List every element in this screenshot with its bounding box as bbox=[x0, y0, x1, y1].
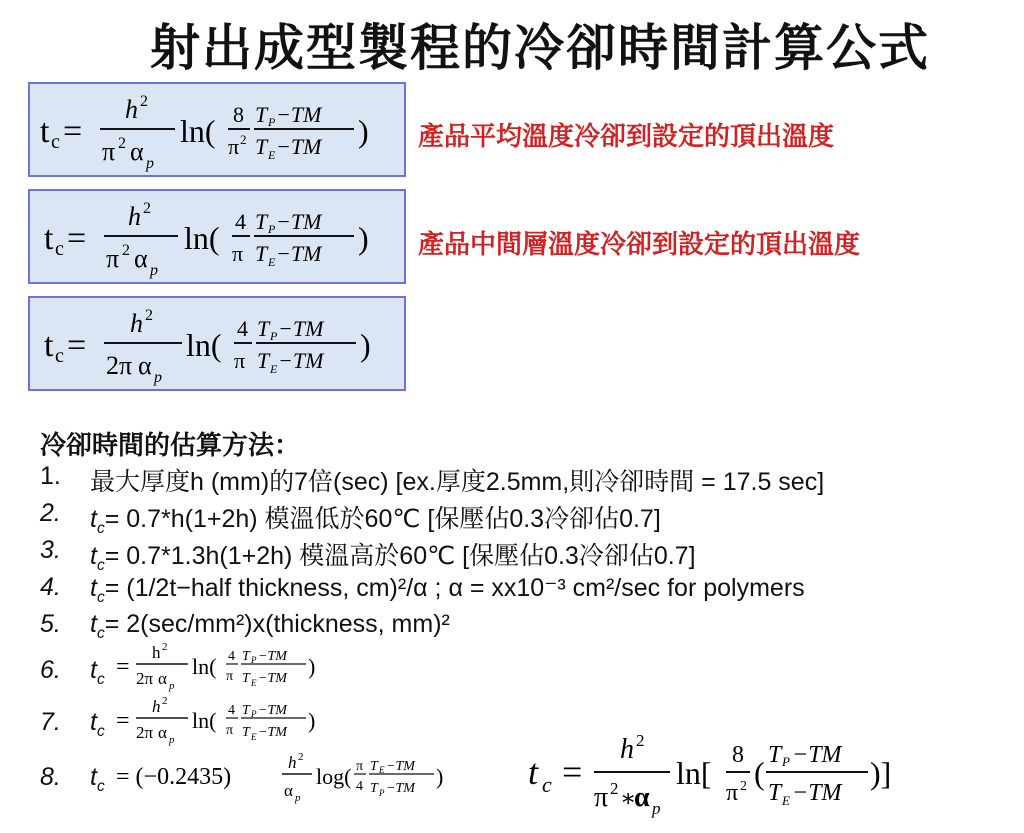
svg-text:−TM: −TM bbox=[278, 348, 324, 373]
svg-text:π: π bbox=[226, 669, 234, 684]
svg-text:E: E bbox=[379, 765, 385, 775]
svg-text:): ) bbox=[360, 327, 371, 363]
svg-text:)]: )] bbox=[870, 755, 892, 791]
method-number: 7. bbox=[40, 708, 61, 736]
svg-text:−TM: −TM bbox=[386, 781, 415, 796]
svg-text:=: = bbox=[116, 708, 130, 734]
svg-text:−TM: −TM bbox=[792, 742, 842, 768]
method-number: 6. bbox=[40, 656, 61, 684]
svg-text:t: t bbox=[528, 752, 539, 792]
formula-note-average: 產品平均溫度冷卻到設定的頂出溫度 bbox=[418, 122, 835, 152]
svg-text:4: 4 bbox=[228, 649, 235, 664]
method-7-formula bbox=[116, 694, 366, 752]
svg-text:E: E bbox=[251, 678, 257, 688]
method-number: 1. bbox=[40, 462, 61, 490]
svg-text:−TM: −TM bbox=[276, 209, 322, 234]
svg-text:ln(: ln( bbox=[180, 113, 216, 149]
svg-text:T: T bbox=[257, 316, 270, 341]
method-text: = (1/2t−half thickness, cm)²/α ; α = xx10⁻³ cm²/sec for polymers bbox=[104, 574, 805, 602]
svg-text:=: = bbox=[67, 327, 87, 364]
svg-text:−TM: −TM bbox=[386, 759, 415, 774]
svg-text:T: T bbox=[242, 671, 250, 686]
svg-text:π: π bbox=[228, 134, 240, 159]
svg-text:): ) bbox=[358, 113, 369, 149]
svg-text:π: π bbox=[102, 137, 116, 166]
method-8-formula bbox=[116, 748, 486, 810]
cooling-formula-center bbox=[30, 191, 404, 282]
svg-text:h: h bbox=[128, 202, 141, 231]
svg-text:ln(: ln( bbox=[192, 708, 217, 733]
svg-text:−TM: −TM bbox=[276, 241, 322, 266]
svg-text:c: c bbox=[542, 772, 552, 797]
svg-text:α: α bbox=[138, 351, 152, 380]
svg-text:ln(: ln( bbox=[186, 327, 222, 363]
svg-text:α: α bbox=[130, 137, 144, 166]
svg-text:−TM: −TM bbox=[276, 134, 322, 159]
svg-text:2: 2 bbox=[140, 93, 148, 110]
method-text: = 0.7*h(1+2h) 模溫低於60℃ [保壓佔0.3冷卻佔0.7] bbox=[104, 505, 661, 533]
svg-text:ln[: ln[ bbox=[676, 755, 712, 791]
svg-text:h: h bbox=[288, 753, 297, 772]
svg-text:=: = bbox=[67, 220, 87, 257]
svg-text:4: 4 bbox=[356, 779, 363, 794]
method-number: 8. bbox=[40, 763, 61, 791]
svg-text:π: π bbox=[726, 780, 739, 806]
svg-text:P: P bbox=[782, 754, 790, 769]
method-number: 2. bbox=[40, 499, 61, 527]
svg-text:2π: 2π bbox=[136, 669, 154, 688]
svg-text:8: 8 bbox=[732, 742, 744, 768]
svg-text:p: p bbox=[169, 680, 175, 692]
svg-text:h: h bbox=[130, 309, 143, 338]
svg-text:T: T bbox=[370, 759, 378, 774]
svg-text:T: T bbox=[242, 703, 250, 718]
svg-text:): ) bbox=[308, 708, 316, 733]
formula-box-center bbox=[28, 189, 406, 284]
svg-text:ln(: ln( bbox=[192, 654, 217, 679]
svg-text:h: h bbox=[125, 95, 138, 124]
svg-text:T: T bbox=[255, 241, 268, 266]
svg-text:2: 2 bbox=[740, 779, 747, 794]
svg-text:t: t bbox=[40, 113, 50, 150]
method-text: = 0.7*1.3h(1+2h) 模溫高於60℃ [保壓佔0.3冷卻佔0.7] bbox=[104, 542, 696, 570]
svg-text:2: 2 bbox=[240, 132, 247, 147]
svg-text:P: P bbox=[268, 115, 276, 129]
method-number: 3. bbox=[40, 536, 61, 564]
svg-text:T: T bbox=[257, 348, 270, 373]
formula-box-average bbox=[28, 82, 406, 177]
methods-heading: 冷卻時間的估算方法： bbox=[40, 431, 301, 461]
svg-text:p: p bbox=[295, 792, 301, 804]
svg-text:=: = bbox=[63, 113, 83, 150]
highlight-formula bbox=[528, 728, 908, 824]
svg-text:4: 4 bbox=[228, 703, 235, 718]
svg-text:c: c bbox=[51, 131, 60, 153]
svg-text:−TM: −TM bbox=[278, 316, 324, 341]
svg-text:T: T bbox=[255, 134, 268, 159]
formula-note-center: 產品中間層溫度冷卻到設定的頂出溫度 bbox=[418, 230, 861, 260]
svg-text:−TM: −TM bbox=[276, 102, 322, 127]
svg-text:P: P bbox=[270, 329, 278, 343]
svg-text:2: 2 bbox=[298, 751, 304, 763]
method-6-formula bbox=[116, 640, 366, 698]
svg-text:−TM: −TM bbox=[258, 671, 287, 686]
method-text: = 2(sec/mm²)x(thickness, mm)² bbox=[104, 610, 450, 638]
svg-text:∗: ∗ bbox=[620, 786, 637, 812]
svg-text:2: 2 bbox=[122, 242, 130, 259]
svg-text:): ) bbox=[358, 220, 369, 256]
svg-text:(: ( bbox=[754, 755, 765, 791]
svg-text:h: h bbox=[620, 734, 634, 765]
svg-text:t: t bbox=[44, 327, 54, 364]
svg-text:p: p bbox=[169, 734, 175, 746]
svg-text:h: h bbox=[152, 697, 161, 716]
svg-text:−TM: −TM bbox=[792, 780, 842, 806]
svg-text:T: T bbox=[242, 725, 250, 740]
svg-text:π: π bbox=[234, 348, 246, 373]
svg-text:8: 8 bbox=[233, 102, 244, 127]
svg-text:E: E bbox=[782, 793, 790, 808]
svg-text:2π: 2π bbox=[106, 351, 133, 380]
svg-text:c: c bbox=[55, 238, 64, 260]
svg-text:−TM: −TM bbox=[258, 725, 287, 740]
svg-text:P: P bbox=[268, 222, 276, 236]
svg-text:T: T bbox=[768, 742, 782, 768]
svg-text:p: p bbox=[652, 799, 661, 818]
svg-text:T: T bbox=[370, 781, 378, 796]
page-title: 射出成型製程的冷卻時間計算公式 bbox=[150, 19, 930, 77]
svg-text:E: E bbox=[268, 148, 276, 162]
svg-text:2: 2 bbox=[143, 200, 151, 217]
svg-text:= (−0.2435): = (−0.2435) bbox=[116, 764, 232, 790]
svg-text:p: p bbox=[154, 369, 162, 386]
svg-text:): ) bbox=[436, 764, 444, 789]
svg-text:h: h bbox=[152, 643, 161, 662]
svg-text:E: E bbox=[251, 732, 257, 742]
svg-text:π: π bbox=[356, 759, 364, 774]
svg-text:): ) bbox=[308, 654, 316, 679]
svg-text:α: α bbox=[634, 782, 650, 813]
svg-text:α: α bbox=[134, 244, 148, 273]
svg-text:T: T bbox=[242, 649, 250, 664]
svg-text:p: p bbox=[146, 155, 154, 172]
svg-text:2: 2 bbox=[636, 731, 645, 750]
cooling-formula-average bbox=[30, 84, 404, 175]
svg-text:ln(: ln( bbox=[184, 220, 220, 256]
formula-box-cylinder bbox=[28, 296, 406, 391]
svg-text:T: T bbox=[255, 209, 268, 234]
svg-text:E: E bbox=[270, 362, 278, 376]
svg-text:T: T bbox=[255, 102, 268, 127]
svg-text:log(: log( bbox=[316, 764, 352, 789]
svg-text:α: α bbox=[158, 669, 167, 688]
svg-text:2: 2 bbox=[610, 779, 619, 798]
svg-text:2: 2 bbox=[162, 641, 168, 653]
svg-text:=: = bbox=[562, 752, 583, 792]
method-number: 5. bbox=[40, 610, 61, 638]
svg-text:t: t bbox=[44, 220, 54, 257]
svg-text:T: T bbox=[768, 780, 782, 806]
svg-text:p: p bbox=[150, 262, 158, 279]
svg-text:α: α bbox=[284, 781, 293, 800]
svg-text:=: = bbox=[116, 654, 130, 680]
svg-text:π: π bbox=[232, 241, 244, 266]
svg-text:2: 2 bbox=[162, 695, 168, 707]
svg-text:E: E bbox=[268, 255, 276, 269]
svg-text:P: P bbox=[251, 709, 257, 719]
svg-text:c: c bbox=[55, 345, 64, 367]
method-text: 最大厚度h (mm)的7倍(sec) [ex.厚度2.5mm,則冷卻時間 = 17.5 sec] bbox=[90, 468, 825, 496]
svg-text:α: α bbox=[158, 723, 167, 742]
svg-text:P: P bbox=[251, 655, 257, 665]
svg-text:−TM: −TM bbox=[258, 649, 287, 664]
svg-text:4: 4 bbox=[237, 316, 248, 341]
svg-text:π: π bbox=[594, 782, 609, 813]
svg-text:2: 2 bbox=[118, 135, 126, 152]
svg-text:4: 4 bbox=[235, 209, 246, 234]
svg-text:−TM: −TM bbox=[258, 703, 287, 718]
svg-text:π: π bbox=[226, 723, 234, 738]
cooling-formula-cylinder bbox=[30, 298, 404, 389]
svg-text:π: π bbox=[106, 244, 120, 273]
svg-text:2π: 2π bbox=[136, 723, 154, 742]
method-number: 4. bbox=[40, 573, 61, 601]
svg-text:P: P bbox=[379, 788, 385, 798]
svg-text:2: 2 bbox=[145, 307, 153, 324]
